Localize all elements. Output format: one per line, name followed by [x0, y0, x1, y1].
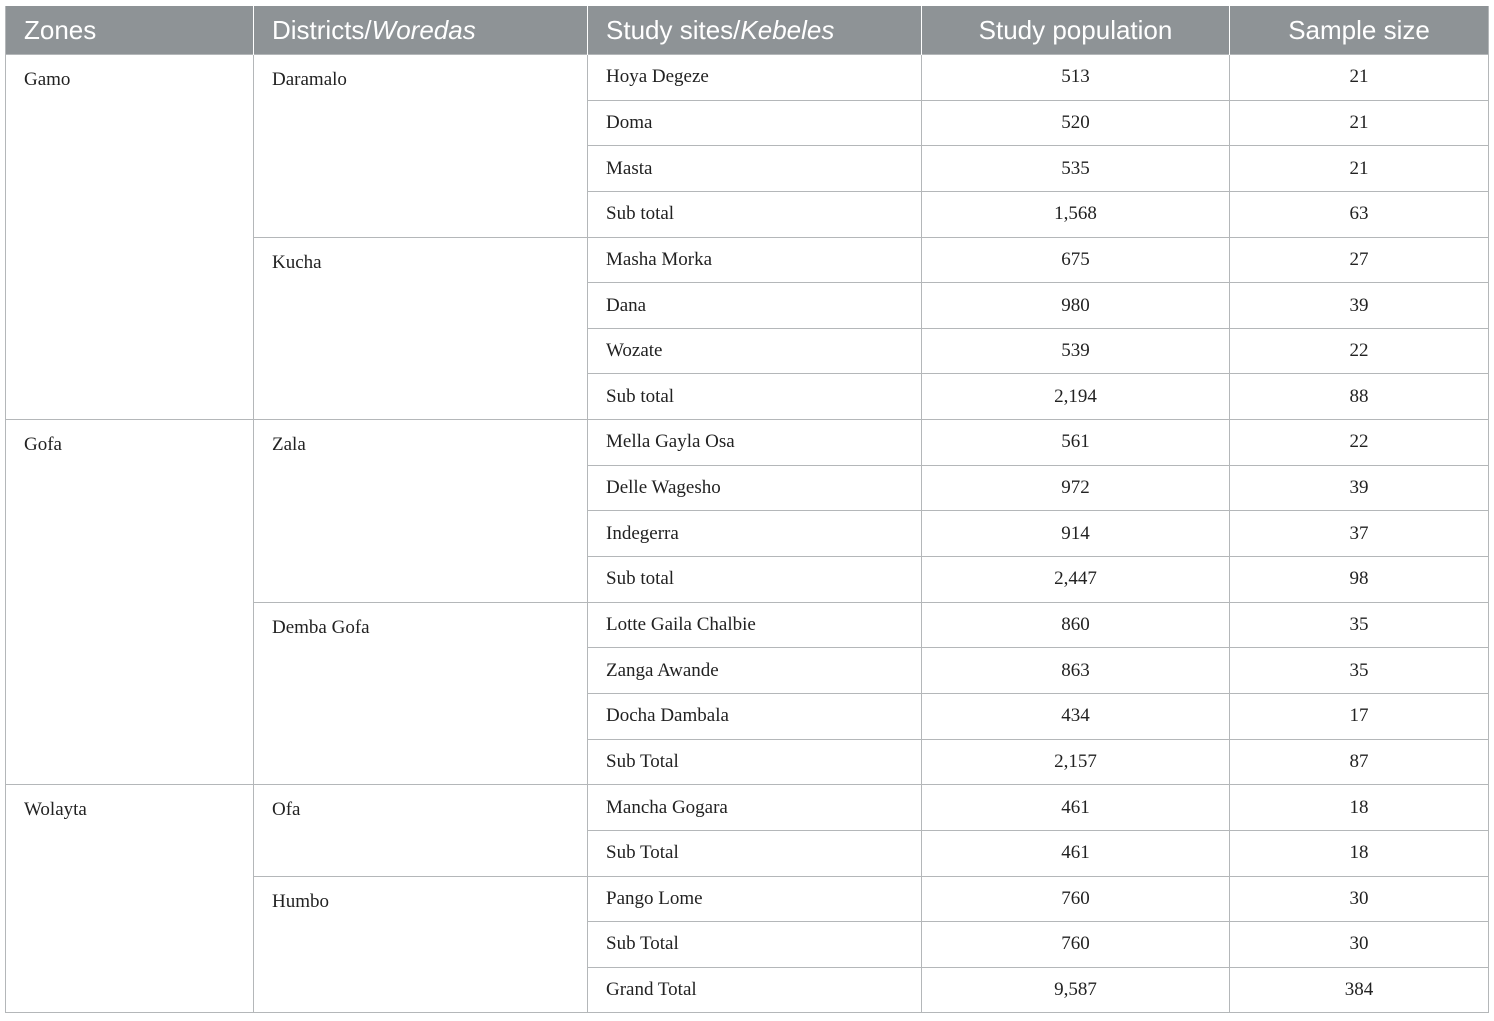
population-cell: 535: [922, 146, 1230, 192]
population-cell: 760: [922, 922, 1230, 968]
header-sample-label: Sample size: [1288, 14, 1430, 45]
sample-cell: 37: [1230, 511, 1489, 557]
header-row: [6, 6, 1489, 55]
table-header: [6, 6, 1489, 55]
sample-cell: 384: [1230, 967, 1489, 1013]
site-cell: Doma: [588, 100, 922, 146]
zone-cell: Wolayta: [6, 785, 254, 1013]
population-cell: 461: [922, 830, 1230, 876]
population-cell: 561: [922, 420, 1230, 466]
population-cell: 860: [922, 602, 1230, 648]
site-cell: Hoya Degeze: [588, 55, 922, 101]
sample-cell: 87: [1230, 739, 1489, 785]
site-cell: Masha Morka: [588, 237, 922, 283]
district-cell: Ofa: [254, 785, 588, 876]
site-cell: Sub Total: [588, 739, 922, 785]
header-districts-italic: Woredas: [371, 14, 476, 45]
site-cell: Wozate: [588, 328, 922, 374]
sample-cell: 88: [1230, 374, 1489, 420]
sample-cell: 22: [1230, 328, 1489, 374]
district-cell: Kucha: [254, 237, 588, 420]
site-cell: Sub Total: [588, 830, 922, 876]
district-cell: Zala: [254, 420, 588, 603]
site-cell: Dana: [588, 283, 922, 329]
population-cell: 9,587: [922, 967, 1230, 1013]
table-row: [6, 785, 1489, 831]
study-table-container: [5, 6, 1488, 1013]
population-cell: 2,157: [922, 739, 1230, 785]
header-population-label: Study population: [978, 14, 1173, 45]
site-cell: Sub total: [588, 374, 922, 420]
header-zones-label: Zones: [24, 14, 97, 45]
population-cell: 434: [922, 693, 1230, 739]
sample-cell: 21: [1230, 146, 1489, 192]
site-cell: Delle Wagesho: [588, 465, 922, 511]
sample-cell: 18: [1230, 785, 1489, 831]
site-cell: Masta: [588, 146, 922, 192]
header-sites: [588, 6, 922, 55]
sample-cell: 35: [1230, 648, 1489, 694]
table-row: [6, 55, 1489, 101]
population-cell: 2,194: [922, 374, 1230, 420]
sample-cell: 35: [1230, 602, 1489, 648]
sample-cell: 17: [1230, 693, 1489, 739]
population-cell: 1,568: [922, 191, 1230, 237]
header-districts: [254, 6, 588, 55]
site-cell: Zanga Awande: [588, 648, 922, 694]
header-districts-label: Districts/: [272, 14, 372, 45]
population-cell: 972: [922, 465, 1230, 511]
population-cell: 760: [922, 876, 1230, 922]
site-cell: Sub total: [588, 557, 922, 603]
table-body: [6, 55, 1489, 1013]
population-cell: 513: [922, 55, 1230, 101]
sample-cell: 30: [1230, 922, 1489, 968]
sample-cell: 22: [1230, 420, 1489, 466]
sample-cell: 21: [1230, 55, 1489, 101]
header-population: [922, 6, 1230, 55]
district-cell: Humbo: [254, 876, 588, 1013]
header-sites-label: Study sites/: [606, 14, 741, 45]
district-cell: Demba Gofa: [254, 602, 588, 785]
sample-cell: 27: [1230, 237, 1489, 283]
zone-cell: Gamo: [6, 55, 254, 420]
site-cell: Mancha Gogara: [588, 785, 922, 831]
population-cell: 863: [922, 648, 1230, 694]
zone-cell: Gofa: [6, 420, 254, 785]
header-sites-italic: Kebeles: [740, 14, 835, 45]
site-cell: Pango Lome: [588, 876, 922, 922]
site-cell: Mella Gayla Osa: [588, 420, 922, 466]
study-sites-table: [5, 6, 1489, 1013]
population-cell: 2,447: [922, 557, 1230, 603]
district-cell: Daramalo: [254, 55, 588, 238]
site-cell: Sub Total: [588, 922, 922, 968]
sample-cell: 39: [1230, 283, 1489, 329]
header-sample: [1230, 6, 1489, 55]
table-row: [6, 420, 1489, 466]
site-cell: Lotte Gaila Chalbie: [588, 602, 922, 648]
sample-cell: 63: [1230, 191, 1489, 237]
population-cell: 539: [922, 328, 1230, 374]
population-cell: 914: [922, 511, 1230, 557]
population-cell: 461: [922, 785, 1230, 831]
sample-cell: 39: [1230, 465, 1489, 511]
population-cell: 980: [922, 283, 1230, 329]
site-cell: Indegerra: [588, 511, 922, 557]
site-cell: Docha Dambala: [588, 693, 922, 739]
sample-cell: 30: [1230, 876, 1489, 922]
site-cell: Sub total: [588, 191, 922, 237]
population-cell: 675: [922, 237, 1230, 283]
site-cell: Grand Total: [588, 967, 922, 1013]
sample-cell: 21: [1230, 100, 1489, 146]
header-zones: [6, 6, 254, 55]
sample-cell: 18: [1230, 830, 1489, 876]
sample-cell: 98: [1230, 557, 1489, 603]
population-cell: 520: [922, 100, 1230, 146]
